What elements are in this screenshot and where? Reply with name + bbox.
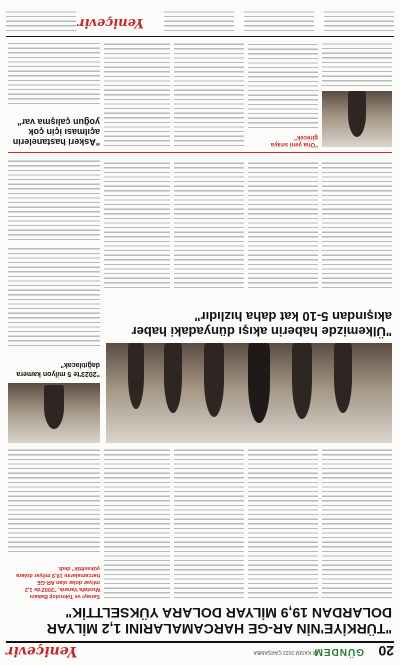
side-subhead: "Ona yeni sıraya girecek" (270, 134, 318, 147)
story-photo (8, 383, 100, 443)
imprint-column-1 (324, 8, 394, 32)
side-column-4 (248, 43, 318, 129)
body-column-9 (174, 159, 244, 289)
masthead (6, 641, 394, 659)
side-column-3 (174, 43, 244, 147)
imprint-column-3 (164, 8, 234, 32)
side-story-headline: "Askeri hastanelerin açılması için çok yoğun çalışma var" (12, 117, 100, 147)
body-column-7 (322, 159, 392, 289)
subhead-cameras: "2023'te 5 milyon kamera dağıtılacak" (16, 361, 100, 377)
body-column-6 (8, 247, 100, 347)
body-column-10 (104, 159, 170, 289)
body-column-8 (248, 159, 318, 289)
body-column-1 (322, 449, 392, 599)
footer-logo: Yeniçevir (77, 15, 144, 30)
group-photo (106, 343, 392, 443)
imprint-footer (6, 6, 394, 37)
story-deck: Sanayi ve Teknoloji Bakanı Mustafa Varank, "2002'de 1,2 milyar dolar olan AR-GE harcamalarını 19,9 milyar dolara yükselttik" dedi. (16, 565, 100, 599)
newspaper-logo: Yeniçevir (6, 643, 78, 659)
body-column-11 (8, 159, 100, 241)
side-column-1 (8, 43, 100, 105)
body-column-2 (248, 449, 318, 599)
section-title: GÜNDEM (313, 646, 364, 657)
main-headline: "TÜRKİYE'NİN AR-GE HARCAMALARINI 1,2 MİLYAR DOLARDAN 19,9 MİLYAR DOLARA YÜKSELTTİK" (46, 605, 392, 637)
page-number: 20 (378, 643, 394, 659)
imprint-column-4 (6, 8, 76, 32)
body-column-5 (8, 449, 100, 553)
body-column-3 (174, 449, 244, 599)
side-column-2 (104, 43, 170, 147)
side-story-photo (322, 91, 392, 147)
side-column-5 (322, 43, 392, 87)
pull-headline: "Ülkemizde haberin akışı dünyadaki haber akışından 5-10 kat daha hızlıdır" (131, 309, 392, 339)
imprint-column-2 (244, 8, 314, 32)
side-story-rule (8, 152, 392, 153)
body-column-4 (104, 449, 170, 599)
issue-date: 16 KASIM 2022 ÇARŞAMBA (253, 649, 318, 655)
